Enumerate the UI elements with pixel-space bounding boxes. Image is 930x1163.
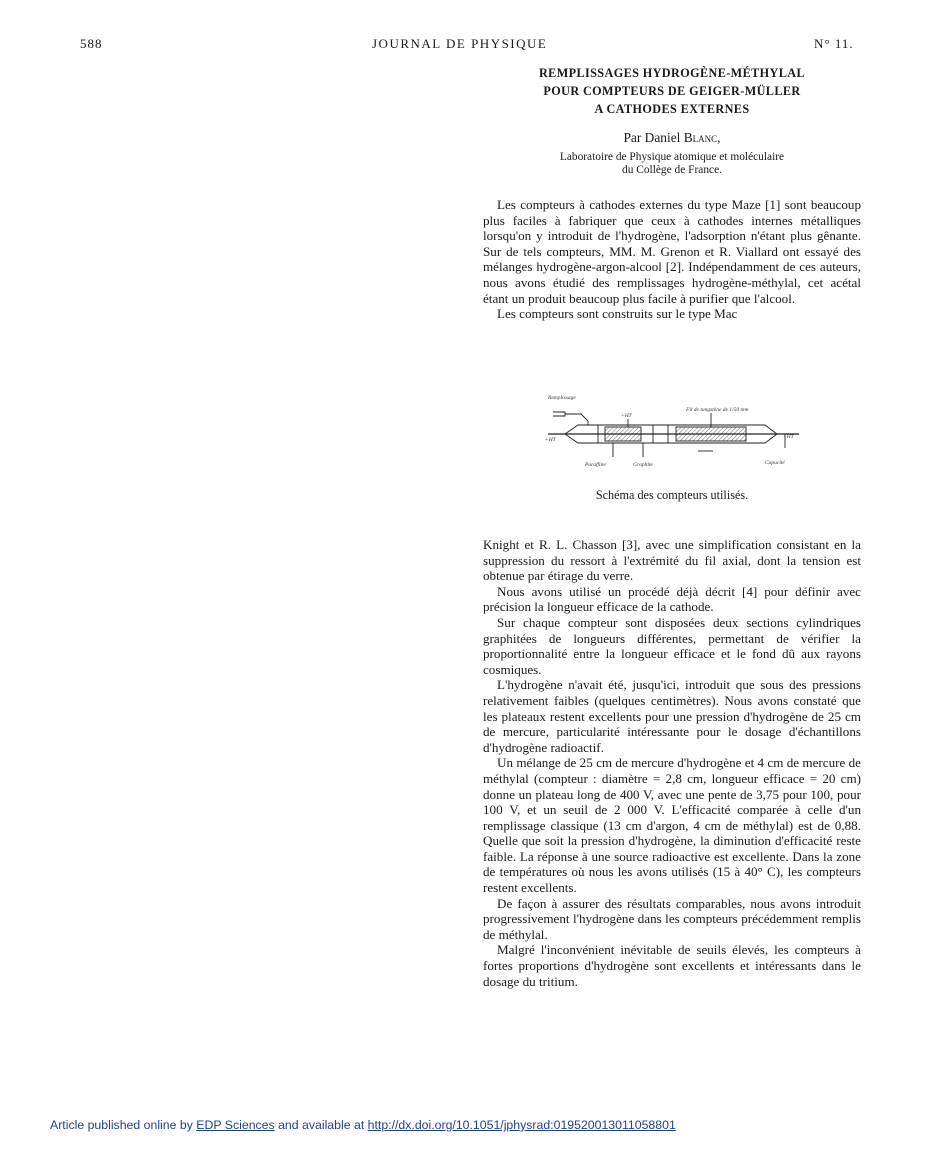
page-number: 588 [80,36,103,51]
paragraph: L'hydrogène n'avait été, jusqu'ici, introduit que sous des pressions relativement faibles (quelques centimètres). Nous avons constaté que les plateaux restent excellents pour une pression d'hydrogène de 25 cm de mercure, particularité intéressante pour le dosage d'échantillons d'hydrogène radioactif. [483,677,861,755]
paragraph: Nous avons utilisé un procédé déjà décrit [4] pour définir avec précision la longueur efficace de la cathode. [483,583,861,615]
paragraph: Malgré l'inconvénient inévitable de seuils élevés, les compteurs à fortes proportions d'hydrogène sont excellents et intéressants dans le dosage du tritium. [483,942,861,989]
footer-prefix: Article published online by [50,1118,197,1132]
paragraph: Les compteurs à cathodes externes du type Maze [1] sont beaucoup plus faciles à fabriquer que ceux à cathodes internes métalliques lorsqu'on y introduit de l'hydrogène, l'adsorption n'étant plus gênante. Sur de tels compteurs, MM. M. Grenon et R. Viallard ont essayé des mélanges hydrogène-argon-alcool [2]. Indépendamment de ces auteurs, nous avons étudié des remplissages hydrogène-méthylal, cet acétal étant un produit beaucoup plus facile à purifier que l'alcool. [483,197,861,306]
label-ht-right: +HT [783,434,794,440]
author-prefix: Par Daniel [623,130,684,145]
paragraph: Un mélange de 25 cm de mercure d'hydrogène et 4 cm de mercure de méthylal (compteur : diamètre = 2,8 cm, longueur efficace = 20 cm) donne un plateau long de 400 V, avec une pente de 3,75 pour 100, pour 100 V, et un seuil de 2 000 V. L'efficacité comparée à celle d'un remplissage classique (13 cm d'argon, 4 cm de méthylal) est de 0,88. Quelle que soit la pression d'hydrogène, la diminution d'efficacité reste faible. La réponse à une source radioactive est excellente. Dans la zone de températures où nous les avons utilisés (15 à 40° C), les compteurs restent excellents. [483,755,861,896]
figure-caption: Schéma des compteurs utilisés. [595,488,749,502]
label-ht-top: +HT [621,413,632,419]
label-graphite: Graphite [633,462,653,468]
affiliation-line: du Collège de France. [622,164,722,176]
article-title [483,64,861,118]
issue-number: N° 11. [814,36,854,51]
body-text-part2 [483,537,861,989]
title-line: A CATHODES EXTERNES [594,102,750,116]
body-text-part1 [483,197,861,322]
counter-schematic-figure [543,391,805,473]
paragraph: Knight et R. L. Chasson [3], avec une simplification consistant en la suppression du ressort à l'extrémité du fil axial, dont la tension est obtenue par étirage du verre. [483,537,861,584]
label-paraffine: Paraffine [585,462,606,468]
paragraph: Sur chaque compteur sont disposées deux sections cylindriques graphitées de longueurs différentes, permettant de vérifier la proportionnalité entre la longueur efficace et le fond dû aux rayons cosmiques. [483,614,861,677]
publisher-link[interactable]: EDP Sciences [196,1118,275,1132]
affiliation [483,151,861,177]
label-wire: Fil de tungstène de 1/50 mm [686,407,749,413]
publication-footer [50,1118,676,1132]
paragraph: De façon à assurer des résultats comparables, nous avons introduit progressivement l'hydrogène dans les compteurs précédemment remplis de méthylal. [483,895,861,942]
label-remplissage: Remplissage [548,395,576,401]
paragraph: Les compteurs sont construits sur le type Mac [497,306,738,322]
label-ht-left: +HT [545,437,556,443]
author-name: Blanc, [683,130,721,145]
author-line [483,130,861,146]
affiliation-line: Laboratoire de Physique atomique et moléculaire [559,151,785,163]
counter-tube [548,412,799,457]
label-capacite: Capacité [765,460,785,466]
footer-middle: and available at [274,1118,368,1132]
journal-title: JOURNAL DE PHYSIQUE [372,36,548,51]
title-line: REMPLISSAGES HYDROGÈNE-MÉTHYLAL [538,66,805,80]
doi-link[interactable]: http://dx.doi.org/10.1051/jphysrad:019520013011058801 [367,1118,676,1132]
title-line: POUR COMPTEURS DE GEIGER-MÜLLER [543,84,801,98]
